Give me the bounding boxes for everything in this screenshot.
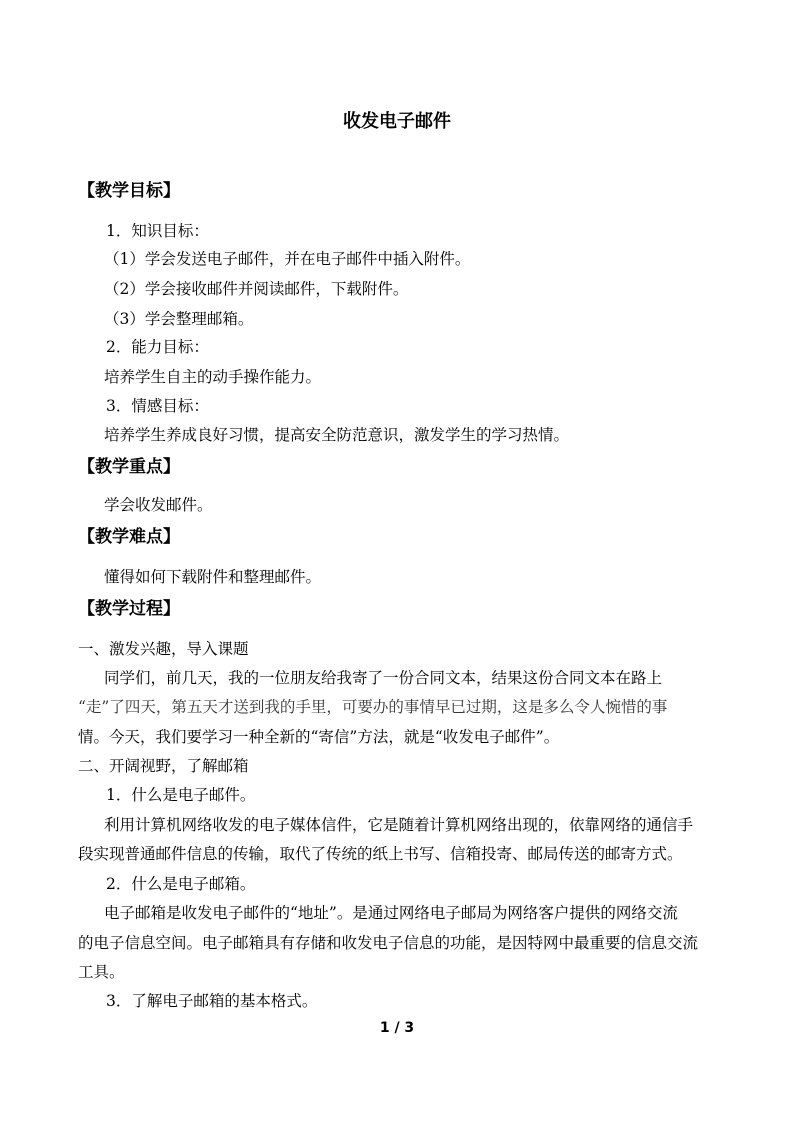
objective-knowledge-a: （1）学会发送电子邮件，并在电子邮件中插入附件。: [104, 250, 471, 268]
objectives-heading: 【教学目标】: [78, 181, 180, 201]
difficulty-heading: 【教学难点】: [78, 527, 180, 547]
objective-emotion-text: 培养学生养成良好习惯，提高安全防范意识，激发学生的学习热情。: [104, 426, 570, 444]
part2-item1-line1: 利用计算机网络收发的电子媒体信件，它是随着计算机网络出现的，依靠网络的通信手: [104, 816, 694, 834]
key-points-text: 学会收发邮件。: [104, 496, 213, 514]
part2-item2: 2．什么是电子邮箱。: [106, 875, 256, 893]
objective-knowledge: 1．知识目标：: [106, 222, 209, 240]
part1-title: 一、激发兴趣，导入课题: [78, 640, 249, 658]
part1-paragraph-line1: 同学们，前几天，我的一位朋友给我寄了一份合同文本，结果这份合同文本在路上: [104, 669, 663, 687]
objective-knowledge-b: （2）学会接收邮件并阅读邮件，下载附件。: [104, 280, 409, 298]
part1-paragraph-line3: 情。今天，我们要学习一种全新的“寄信”方法，就是“收发电子邮件”。: [78, 728, 560, 746]
part2-item2-line1: 电子邮箱是收发电子邮件的“地址”。是通过网络电子邮局为网络客户提供的网络交流: [104, 904, 678, 922]
part2-item3: 3．了解电子邮箱的基本格式。: [106, 992, 318, 1010]
page-number: 1 / 3: [379, 1020, 415, 1036]
part2-item1-line2: 段实现普通邮件信息的传输，取代了传统的纸上书写、信箱投寄、邮局传送的邮寄方式。: [78, 845, 683, 863]
part2-item1: 1．什么是电子邮件。: [106, 786, 256, 804]
objective-emotion: 3．情感目标：: [106, 397, 209, 415]
difficulty-text: 懂得如何下载附件和整理邮件。: [104, 568, 322, 586]
part2-item2-line2: 的电子信息空间。电子邮箱具有存储和收发电子信息的功能，是因特网中最重要的信息交流: [78, 934, 699, 952]
objective-ability-text: 培养学生自主的动手操作能力。: [104, 368, 322, 386]
objective-ability: 2．能力目标：: [106, 338, 209, 356]
objective-knowledge-c: （3）学会整理邮箱。: [104, 310, 254, 328]
document-title: 收发电子邮件: [343, 111, 451, 132]
part2-title: 二、开阔视野，了解邮箱: [78, 757, 249, 775]
key-points-heading: 【教学重点】: [78, 457, 180, 477]
process-heading: 【教学过程】: [78, 599, 180, 619]
part2-item2-line3: 工具。: [78, 963, 125, 981]
part1-paragraph-line2: “走”了四天，第五天才送到我的手里，可要办的事情早已过期，这是多么令人惋惜的事: [78, 698, 668, 716]
